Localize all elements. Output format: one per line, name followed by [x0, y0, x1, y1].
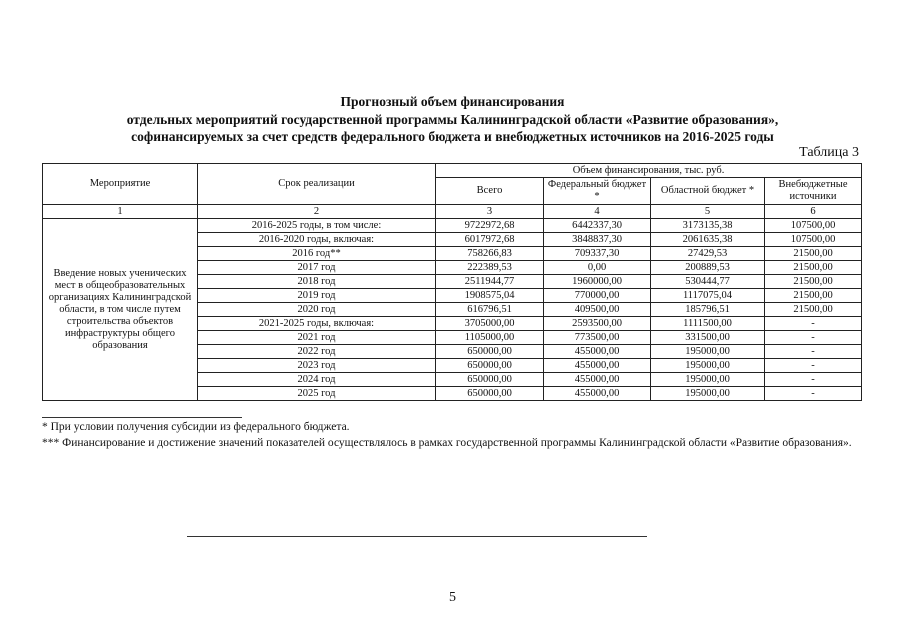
cell-regional: 331500,00	[651, 331, 765, 345]
cell-period: 2020 год	[198, 303, 436, 317]
cell-regional: 195000,00	[651, 373, 765, 387]
cell-period: 2023 год	[198, 359, 436, 373]
cell-extra: -	[765, 359, 862, 373]
title-line-3: софинансируемых за счет средств федерального бюджета и внебюджетных источников на 2016-2025 годы	[131, 129, 774, 144]
cell-total: 2511944,77	[436, 275, 544, 289]
cell-federal: 770000,00	[544, 289, 651, 303]
cell-period: 2019 год	[198, 289, 436, 303]
cell-extra: 21500,00	[765, 289, 862, 303]
cell-total: 650000,00	[436, 373, 544, 387]
cell-period: 2017 год	[198, 261, 436, 275]
title-line-1: Прогнозный объем финансирования	[340, 94, 565, 109]
cell-period: 2016 год**	[198, 247, 436, 261]
cell-regional: 195000,00	[651, 387, 765, 401]
column-number: 3	[436, 205, 544, 219]
column-number: 5	[651, 205, 765, 219]
cell-federal: 455000,00	[544, 373, 651, 387]
cell-total: 9722972,68	[436, 219, 544, 233]
cell-total: 650000,00	[436, 345, 544, 359]
cell-federal: 455000,00	[544, 359, 651, 373]
cell-total: 1908575,04	[436, 289, 544, 303]
header-volume: Объем финансирования, тыс. руб.	[436, 164, 862, 178]
cell-period: 2016-2020 годы, включая:	[198, 233, 436, 247]
signature-line	[187, 536, 647, 537]
cell-regional: 27429,53	[651, 247, 765, 261]
cell-total: 650000,00	[436, 387, 544, 401]
cell-period: 2016-2025 годы, в том числе:	[198, 219, 436, 233]
header-period: Срок реализации	[198, 164, 436, 205]
table-caption: Таблица 3	[799, 145, 859, 160]
cell-extra: 107500,00	[765, 219, 862, 233]
header-event: Мероприятие	[43, 164, 198, 205]
cell-regional: 3173135,38	[651, 219, 765, 233]
page-number: 5	[449, 590, 456, 605]
cell-federal: 455000,00	[544, 345, 651, 359]
financing-table	[42, 163, 862, 401]
cell-regional: 1111500,00	[651, 317, 765, 331]
cell-extra: -	[765, 373, 862, 387]
cell-total: 6017972,68	[436, 233, 544, 247]
cell-federal: 709337,30	[544, 247, 651, 261]
cell-regional: 200889,53	[651, 261, 765, 275]
cell-extra: -	[765, 331, 862, 345]
cell-extra: 21500,00	[765, 261, 862, 275]
cell-total: 222389,53	[436, 261, 544, 275]
cell-regional: 530444,77	[651, 275, 765, 289]
footnote-1: * При условии получения субсидии из федерального бюджета.	[42, 421, 350, 433]
cell-extra: -	[765, 387, 862, 401]
cell-regional: 195000,00	[651, 345, 765, 359]
cell-extra: -	[765, 317, 862, 331]
cell-regional: 1117075,04	[651, 289, 765, 303]
cell-period: 2021-2025 годы, включая:	[198, 317, 436, 331]
cell-federal: 3848837,30	[544, 233, 651, 247]
footnote-2: *** Финансирование и достижение значений показателей осуществлялось в рамках государственной программы Калининградской области «Развитие образования».	[42, 437, 852, 449]
cell-federal: 409500,00	[544, 303, 651, 317]
column-number: 2	[198, 205, 436, 219]
cell-extra: 107500,00	[765, 233, 862, 247]
cell-regional: 2061635,38	[651, 233, 765, 247]
cell-extra: 21500,00	[765, 247, 862, 261]
cell-federal: 1960000,00	[544, 275, 651, 289]
cell-federal: 455000,00	[544, 387, 651, 401]
header-federal: Федеральный бюджет *	[544, 178, 651, 205]
cell-period: 2024 год	[198, 373, 436, 387]
event-cell: Введение новых ученических мест в общеобразовательных организациях Калининградской области, в том числе путем строительства объектов инфраструктуры общего образования	[43, 219, 198, 401]
cell-extra: 21500,00	[765, 275, 862, 289]
cell-total: 1105000,00	[436, 331, 544, 345]
title-line-2: отдельных мероприятий государственной программы Калининградской области «Развитие образования»,	[126, 112, 779, 127]
cell-federal: 0,00	[544, 261, 651, 275]
cell-regional: 195000,00	[651, 359, 765, 373]
cell-extra: 21500,00	[765, 303, 862, 317]
cell-period: 2018 год	[198, 275, 436, 289]
cell-federal: 773500,00	[544, 331, 651, 345]
cell-period: 2025 год	[198, 387, 436, 401]
column-number: 6	[765, 205, 862, 219]
cell-total: 758266,83	[436, 247, 544, 261]
cell-total: 616796,51	[436, 303, 544, 317]
cell-total: 650000,00	[436, 359, 544, 373]
cell-federal: 6442337,30	[544, 219, 651, 233]
header-total: Всего	[436, 178, 544, 205]
header-extra: Внебюджетные источники	[765, 178, 862, 205]
cell-total: 3705000,00	[436, 317, 544, 331]
cell-regional: 185796,51	[651, 303, 765, 317]
cell-federal: 2593500,00	[544, 317, 651, 331]
cell-period: 2022 год	[198, 345, 436, 359]
column-number: 4	[544, 205, 651, 219]
table-body	[43, 219, 862, 401]
column-number: 1	[43, 205, 198, 219]
table-row	[43, 219, 862, 233]
cell-period: 2021 год	[198, 331, 436, 345]
cell-extra: -	[765, 345, 862, 359]
header-regional: Областной бюджет *	[651, 178, 765, 205]
footnote-separator	[42, 417, 242, 418]
